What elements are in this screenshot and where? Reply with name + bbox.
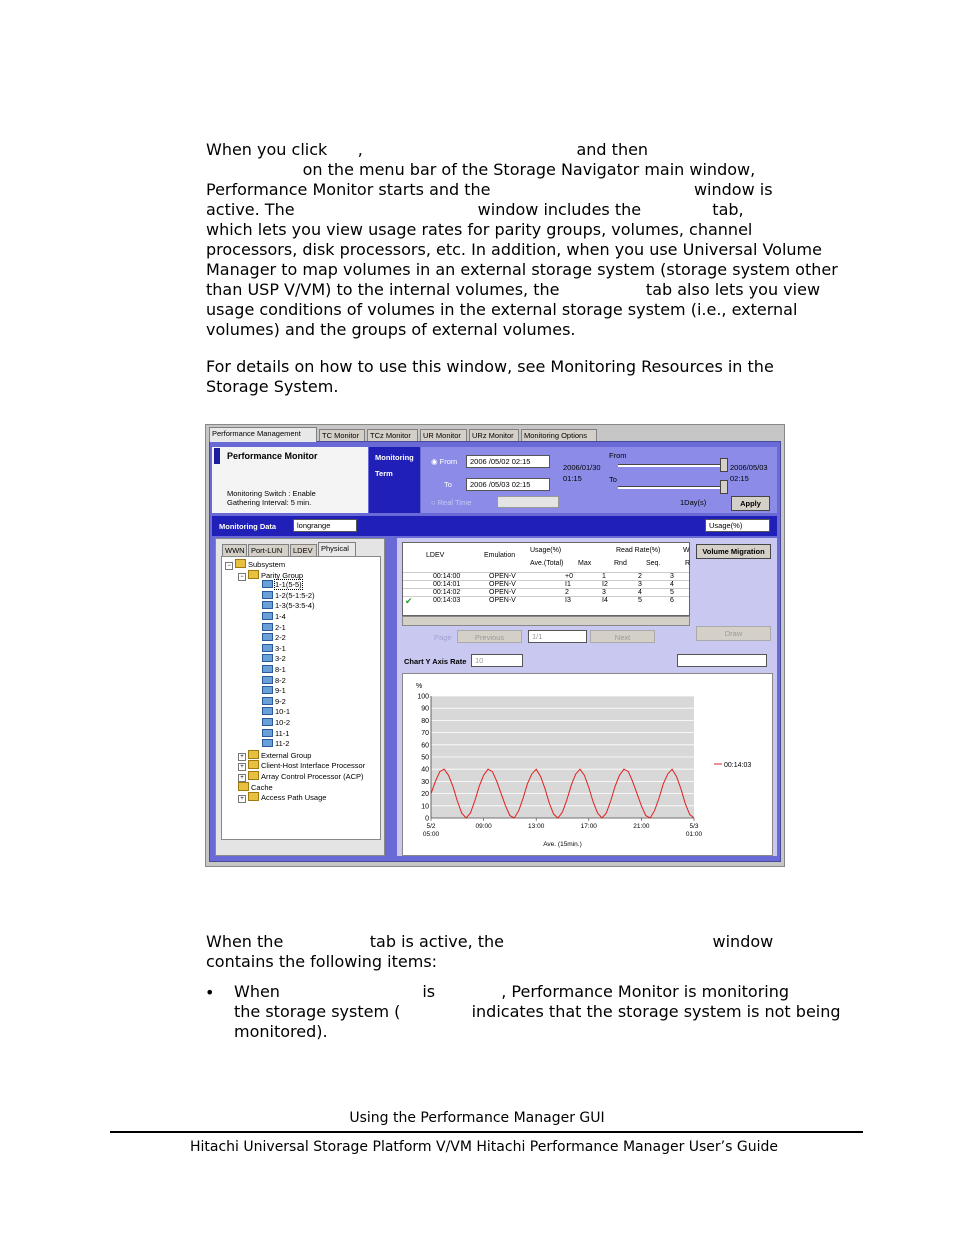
tree-node-label: 3-1 xyxy=(275,643,286,653)
intro-paragraph xyxy=(206,140,838,340)
tab-ur-monitor[interactable]: UR Monitor xyxy=(420,429,467,441)
usage-line-chart xyxy=(403,674,772,855)
column-header-usage[interactable]: Usage(%) xyxy=(530,547,562,554)
x-tick-label: 17:00 xyxy=(580,823,597,830)
tree-node-label: 11-1 xyxy=(275,728,290,738)
folder-icon xyxy=(248,771,259,780)
tree-node[interactable] xyxy=(238,570,303,581)
to-slider-thumb[interactable] xyxy=(720,480,728,494)
tree-node-label: 2-1 xyxy=(275,622,286,632)
paragraph-line: usage conditions of volumes in the external storage system (i.e., external xyxy=(206,300,798,319)
paragraph-line: When the tab is active, the window xyxy=(206,932,774,951)
tree-node[interactable] xyxy=(262,697,286,706)
tree-node[interactable] xyxy=(262,729,289,738)
tree-tab-wwn[interactable]: WWN xyxy=(222,544,247,556)
parity-group-icon xyxy=(262,718,273,726)
bullet-symbol: • xyxy=(205,983,215,1002)
y-tick-label: 50 xyxy=(421,754,429,762)
folder-icon xyxy=(248,570,259,579)
y-tick-label: 0 xyxy=(425,815,429,823)
y-tick-label: 70 xyxy=(421,730,429,738)
y-tick-label: 40 xyxy=(421,766,429,774)
tree-node[interactable] xyxy=(225,559,285,570)
x-tick-label: 5/2 xyxy=(426,823,436,830)
usage-select[interactable]: Usage(%) xyxy=(705,519,770,532)
previous-button[interactable]: Previous xyxy=(457,630,522,643)
paragraph-line: than USP V/VM) to the internal volumes, the tab also lets you view xyxy=(206,280,821,299)
cell-ave: +0 xyxy=(565,573,573,580)
paragraph-line: on the menu bar of the Storage Navigator main window, xyxy=(206,160,756,179)
paragraph-line: volumes) and the groups of external volumes. xyxy=(206,320,576,339)
volume-migration-button[interactable]: Volume Migration xyxy=(696,544,771,559)
folder-icon xyxy=(248,792,259,801)
paragraph-line: which lets you view usage rates for parity groups, volumes, channel xyxy=(206,220,753,239)
x-tick-label: 09:00 xyxy=(475,823,492,830)
column-header-emulation[interactable]: Emulation xyxy=(484,552,516,559)
tree-node[interactable] xyxy=(262,644,286,653)
tree-node[interactable] xyxy=(238,760,365,771)
paragraph-line: processors, disk processors, etc. In addition, when you use Universal Volume xyxy=(206,240,822,259)
footer-guide-title: Hitachi Universal Storage Platform V/VM Hitachi Performance Manager User’s Guide xyxy=(190,1139,778,1155)
tree-node-label: Access Path Usage xyxy=(261,793,327,803)
parity-group-icon xyxy=(262,644,273,652)
parity-group-icon xyxy=(262,707,273,715)
cell-ldev: 00:14:01 xyxy=(433,581,461,588)
cell-max: 1 xyxy=(602,573,606,580)
column-header-rnd[interactable]: Rnd xyxy=(614,560,627,567)
tree-node-label: Parity Group xyxy=(261,570,304,580)
tree-node[interactable] xyxy=(262,612,286,621)
range-start-time: 01:15 xyxy=(563,474,582,483)
tree-node-label: 10-2 xyxy=(275,718,291,727)
tab-tc-monitor[interactable]: TC Monitor xyxy=(319,429,365,441)
folder-icon xyxy=(235,559,246,568)
cell-max: 3 xyxy=(602,589,606,596)
bullet-text xyxy=(234,982,841,1042)
y-tick-label: 80 xyxy=(421,717,429,725)
page-select[interactable]: 1/1 xyxy=(528,630,587,643)
tree-node-label: Cache xyxy=(251,782,273,792)
y-tick-label: 90 xyxy=(421,705,429,713)
folder-icon xyxy=(238,782,249,791)
footer-chapter: Using the Performance Manager GUI xyxy=(349,1110,605,1126)
monitoring-data-select[interactable]: longrange xyxy=(293,519,357,532)
x-tick-label: 21:00 xyxy=(633,823,650,830)
tree-node-label: 1-1(5-5) xyxy=(275,580,302,590)
bullet-line: the storage system ( indicates that the storage system is not being xyxy=(234,1002,841,1021)
tree-node[interactable] xyxy=(262,633,286,642)
parity-group-icon xyxy=(262,665,273,673)
paragraph-line: Performance Monitor starts and the window is xyxy=(206,180,773,199)
tree-node[interactable] xyxy=(262,623,286,632)
tree-node[interactable] xyxy=(262,665,286,674)
tree-node-label: 3-2 xyxy=(275,654,286,664)
chart-series-select[interactable] xyxy=(677,654,767,667)
performance-monitor-screenshot xyxy=(205,424,785,867)
parity-group-icon xyxy=(262,623,273,631)
column-header-max[interactable]: Max xyxy=(578,560,592,567)
title-marker xyxy=(214,448,220,464)
parity-group-icon xyxy=(262,739,273,747)
cell-rnd: 5 xyxy=(638,597,642,604)
tree-node[interactable] xyxy=(262,686,286,695)
tree-node[interactable] xyxy=(262,591,315,600)
parity-group-icon xyxy=(262,601,273,609)
parity-group-icon xyxy=(262,697,273,705)
tree-node-label: 11-2 xyxy=(275,739,290,749)
cell-emulation: OPEN-V xyxy=(489,573,516,580)
tab-tcz-monitor[interactable]: TCz Monitor xyxy=(367,429,418,441)
cell-ave: I1 xyxy=(565,581,571,588)
table-row[interactable] xyxy=(403,596,689,605)
checked-icon: ✔ xyxy=(405,596,413,606)
tree-node-label: Client-Host Interface Processor xyxy=(261,761,366,771)
monitoring-data-label: Monitoring Data xyxy=(219,522,277,531)
tree-node-label: Subsystem xyxy=(248,560,286,569)
tree-node-label: 2-2 xyxy=(275,633,286,643)
tab-performance-management[interactable]: Performance Management xyxy=(209,427,317,442)
tree-node[interactable] xyxy=(238,771,364,782)
tree-node-label: External Group xyxy=(261,750,312,760)
to-slider-track[interactable] xyxy=(618,486,726,489)
expand-icon[interactable]: + xyxy=(238,774,246,782)
ldev-table xyxy=(402,542,690,616)
paragraph-line: active. The window includes the tab, xyxy=(206,200,744,219)
cell-emulation: OPEN-V xyxy=(489,581,516,588)
cell-seq: 5 xyxy=(670,589,674,596)
tree-node[interactable] xyxy=(262,718,290,727)
slider-to-label: To xyxy=(609,475,617,484)
column-header-ldev[interactable]: LDEV xyxy=(426,552,445,559)
parity-group-icon xyxy=(262,612,273,620)
y-tick-label: 20 xyxy=(421,791,429,799)
x-tick-label-secondary: 01:00 xyxy=(685,831,703,838)
to-label: To xyxy=(444,480,452,489)
cell-seq: 6 xyxy=(670,597,674,604)
term-label-line2: Term xyxy=(375,469,393,478)
tree-tab-ldev[interactable]: LDEV xyxy=(290,544,317,556)
x-tick-label: 13:00 xyxy=(528,823,545,830)
cell-rnd: 4 xyxy=(638,589,642,596)
apply-button[interactable]: Apply xyxy=(731,496,770,511)
realtime-radio[interactable]: ○ Real Time xyxy=(431,498,472,507)
paragraph-line: Storage System. xyxy=(206,377,339,396)
cell-max: I2 xyxy=(602,581,608,588)
tree-node-label: 1-3(5-3:5-4) xyxy=(275,601,315,611)
cell-ldev: 00:14:00 xyxy=(433,573,461,580)
tree-node[interactable] xyxy=(262,580,302,589)
from-slider-track[interactable] xyxy=(618,464,726,467)
x-tick-label-secondary: 05:00 xyxy=(422,831,440,838)
tree-tab-port-lun[interactable]: Port-LUN xyxy=(248,544,289,556)
tab-monitoring-options[interactable]: Monitoring Options xyxy=(521,429,597,441)
realtime-select[interactable] xyxy=(497,496,559,508)
panel-title: Performance Monitor xyxy=(227,451,318,461)
bullet-line: monitored). xyxy=(234,1022,328,1041)
parity-group-icon xyxy=(262,591,273,599)
parity-group-icon xyxy=(262,676,273,684)
tree-node[interactable] xyxy=(238,750,311,761)
cell-ave: I3 xyxy=(565,597,571,604)
parity-group-icon xyxy=(262,729,273,737)
tree-node-label: 10-1 xyxy=(275,707,291,717)
y-tick-label: 30 xyxy=(421,778,429,786)
y-axis-label: % xyxy=(416,683,423,690)
cell-ave: 2 xyxy=(565,589,569,596)
range-end-date: 2006/05/03 xyxy=(730,463,768,472)
y-tick-label: 100 xyxy=(417,693,429,701)
slider-from-label: From xyxy=(609,451,627,460)
from-slider-thumb[interactable] xyxy=(720,458,728,472)
tree-node-label: 8-2 xyxy=(275,675,286,685)
tree-node[interactable] xyxy=(238,782,273,792)
column-header-w[interactable]: W xyxy=(683,547,690,554)
bullet-line: When is , Performance Monitor is monitoring xyxy=(234,982,790,1001)
tree-node[interactable] xyxy=(262,601,315,610)
tree-node[interactable] xyxy=(262,676,286,685)
paragraph-line: contains the following items: xyxy=(206,952,438,971)
footer-rule xyxy=(110,1131,863,1133)
folder-icon xyxy=(248,750,259,759)
to-date-input[interactable]: 2006 /05/03 02:15 xyxy=(466,478,550,491)
parity-group-icon xyxy=(262,580,273,588)
tab-active-paragraph xyxy=(206,932,773,972)
term-label-line1: Monitoring xyxy=(375,453,414,462)
cell-seq: 3 xyxy=(670,573,674,580)
expand-icon[interactable]: + xyxy=(238,753,246,761)
parity-group-icon xyxy=(262,633,273,641)
tree-tab-physical[interactable]: Physical xyxy=(318,542,356,557)
tree-node-label: 8-1 xyxy=(275,665,286,674)
cell-rnd: 3 xyxy=(638,581,642,588)
tree-node[interactable] xyxy=(262,707,290,716)
paragraph-line: When you click , and then xyxy=(206,140,649,159)
chart-y-axis-rate-label: Chart Y Axis Rate xyxy=(404,657,467,666)
cell-emulation: OPEN-V xyxy=(489,597,516,604)
expand-icon[interactable]: + xyxy=(238,763,246,771)
tree-node[interactable] xyxy=(262,654,286,663)
cell-ldev: 00:14:03 xyxy=(433,597,461,604)
expand-icon[interactable]: + xyxy=(238,795,246,803)
tree-node-label: 9-1 xyxy=(275,686,286,696)
range-start-date: 2006/01/30 xyxy=(563,463,601,472)
next-button[interactable]: Next xyxy=(590,630,655,643)
cell-max: I4 xyxy=(602,597,608,604)
page-label: Page xyxy=(434,633,452,642)
y-tick-label: 60 xyxy=(421,742,429,750)
from-radio[interactable]: ◉ From xyxy=(431,457,458,466)
y-tick-label: 10 xyxy=(421,803,429,811)
tree-node[interactable] xyxy=(238,792,326,803)
from-date-input[interactable]: 2006 /05/02 02:15 xyxy=(466,455,550,468)
monitoring-switch-status: Monitoring Switch : Enable xyxy=(227,489,316,498)
chart-y-axis-select[interactable]: 10 xyxy=(471,654,523,667)
tab-urz-monitor[interactable]: URz Monitor xyxy=(469,429,519,441)
tree-node-label: 1-2(5-1:5-2) xyxy=(275,590,315,600)
cell-emulation: OPEN-V xyxy=(489,589,516,596)
tree-node[interactable] xyxy=(262,739,289,748)
gathering-interval: Gathering Interval: 5 min. xyxy=(227,498,312,507)
expand-icon[interactable]: − xyxy=(238,573,246,581)
column-header-read-rate[interactable]: Read Rate(%) xyxy=(616,547,661,554)
tree-node-label: 9-2 xyxy=(275,696,286,706)
folder-icon xyxy=(248,760,259,769)
draw-button[interactable]: Draw xyxy=(696,626,771,641)
parity-group-icon xyxy=(262,686,273,694)
details-paragraph xyxy=(206,357,774,397)
column-header-seq[interactable]: Seq. xyxy=(646,560,661,567)
paragraph-line: Manager to map volumes in an external storage system (storage system other xyxy=(206,260,838,279)
x-axis-label: Ave. (15min.) xyxy=(543,841,582,848)
cell-ldev: 00:14:02 xyxy=(433,589,461,596)
monitoring-term-label xyxy=(369,447,420,513)
parity-group-icon xyxy=(262,654,273,662)
column-header-r[interactable]: R xyxy=(685,560,691,567)
span-value: 1Day(s) xyxy=(680,498,707,507)
expand-icon[interactable]: − xyxy=(225,562,233,570)
cell-rnd: 2 xyxy=(638,573,642,580)
horizontal-scrollbar[interactable] xyxy=(402,616,690,626)
column-header-ave-total[interactable]: Ave.(Total) xyxy=(530,560,564,567)
paragraph-line: For details on how to use this window, see Monitoring Resources in the xyxy=(206,357,774,376)
legend-label: 00:14:03 xyxy=(724,762,752,769)
resource-tree[interactable] xyxy=(221,556,381,840)
x-tick-label: 5/3 xyxy=(689,823,699,830)
range-end-time: 02:15 xyxy=(730,474,749,483)
cell-seq: 4 xyxy=(670,581,674,588)
tree-node-label: 1-4 xyxy=(275,612,286,621)
tree-node-label: Array Control Processor (ACP) xyxy=(261,772,364,781)
